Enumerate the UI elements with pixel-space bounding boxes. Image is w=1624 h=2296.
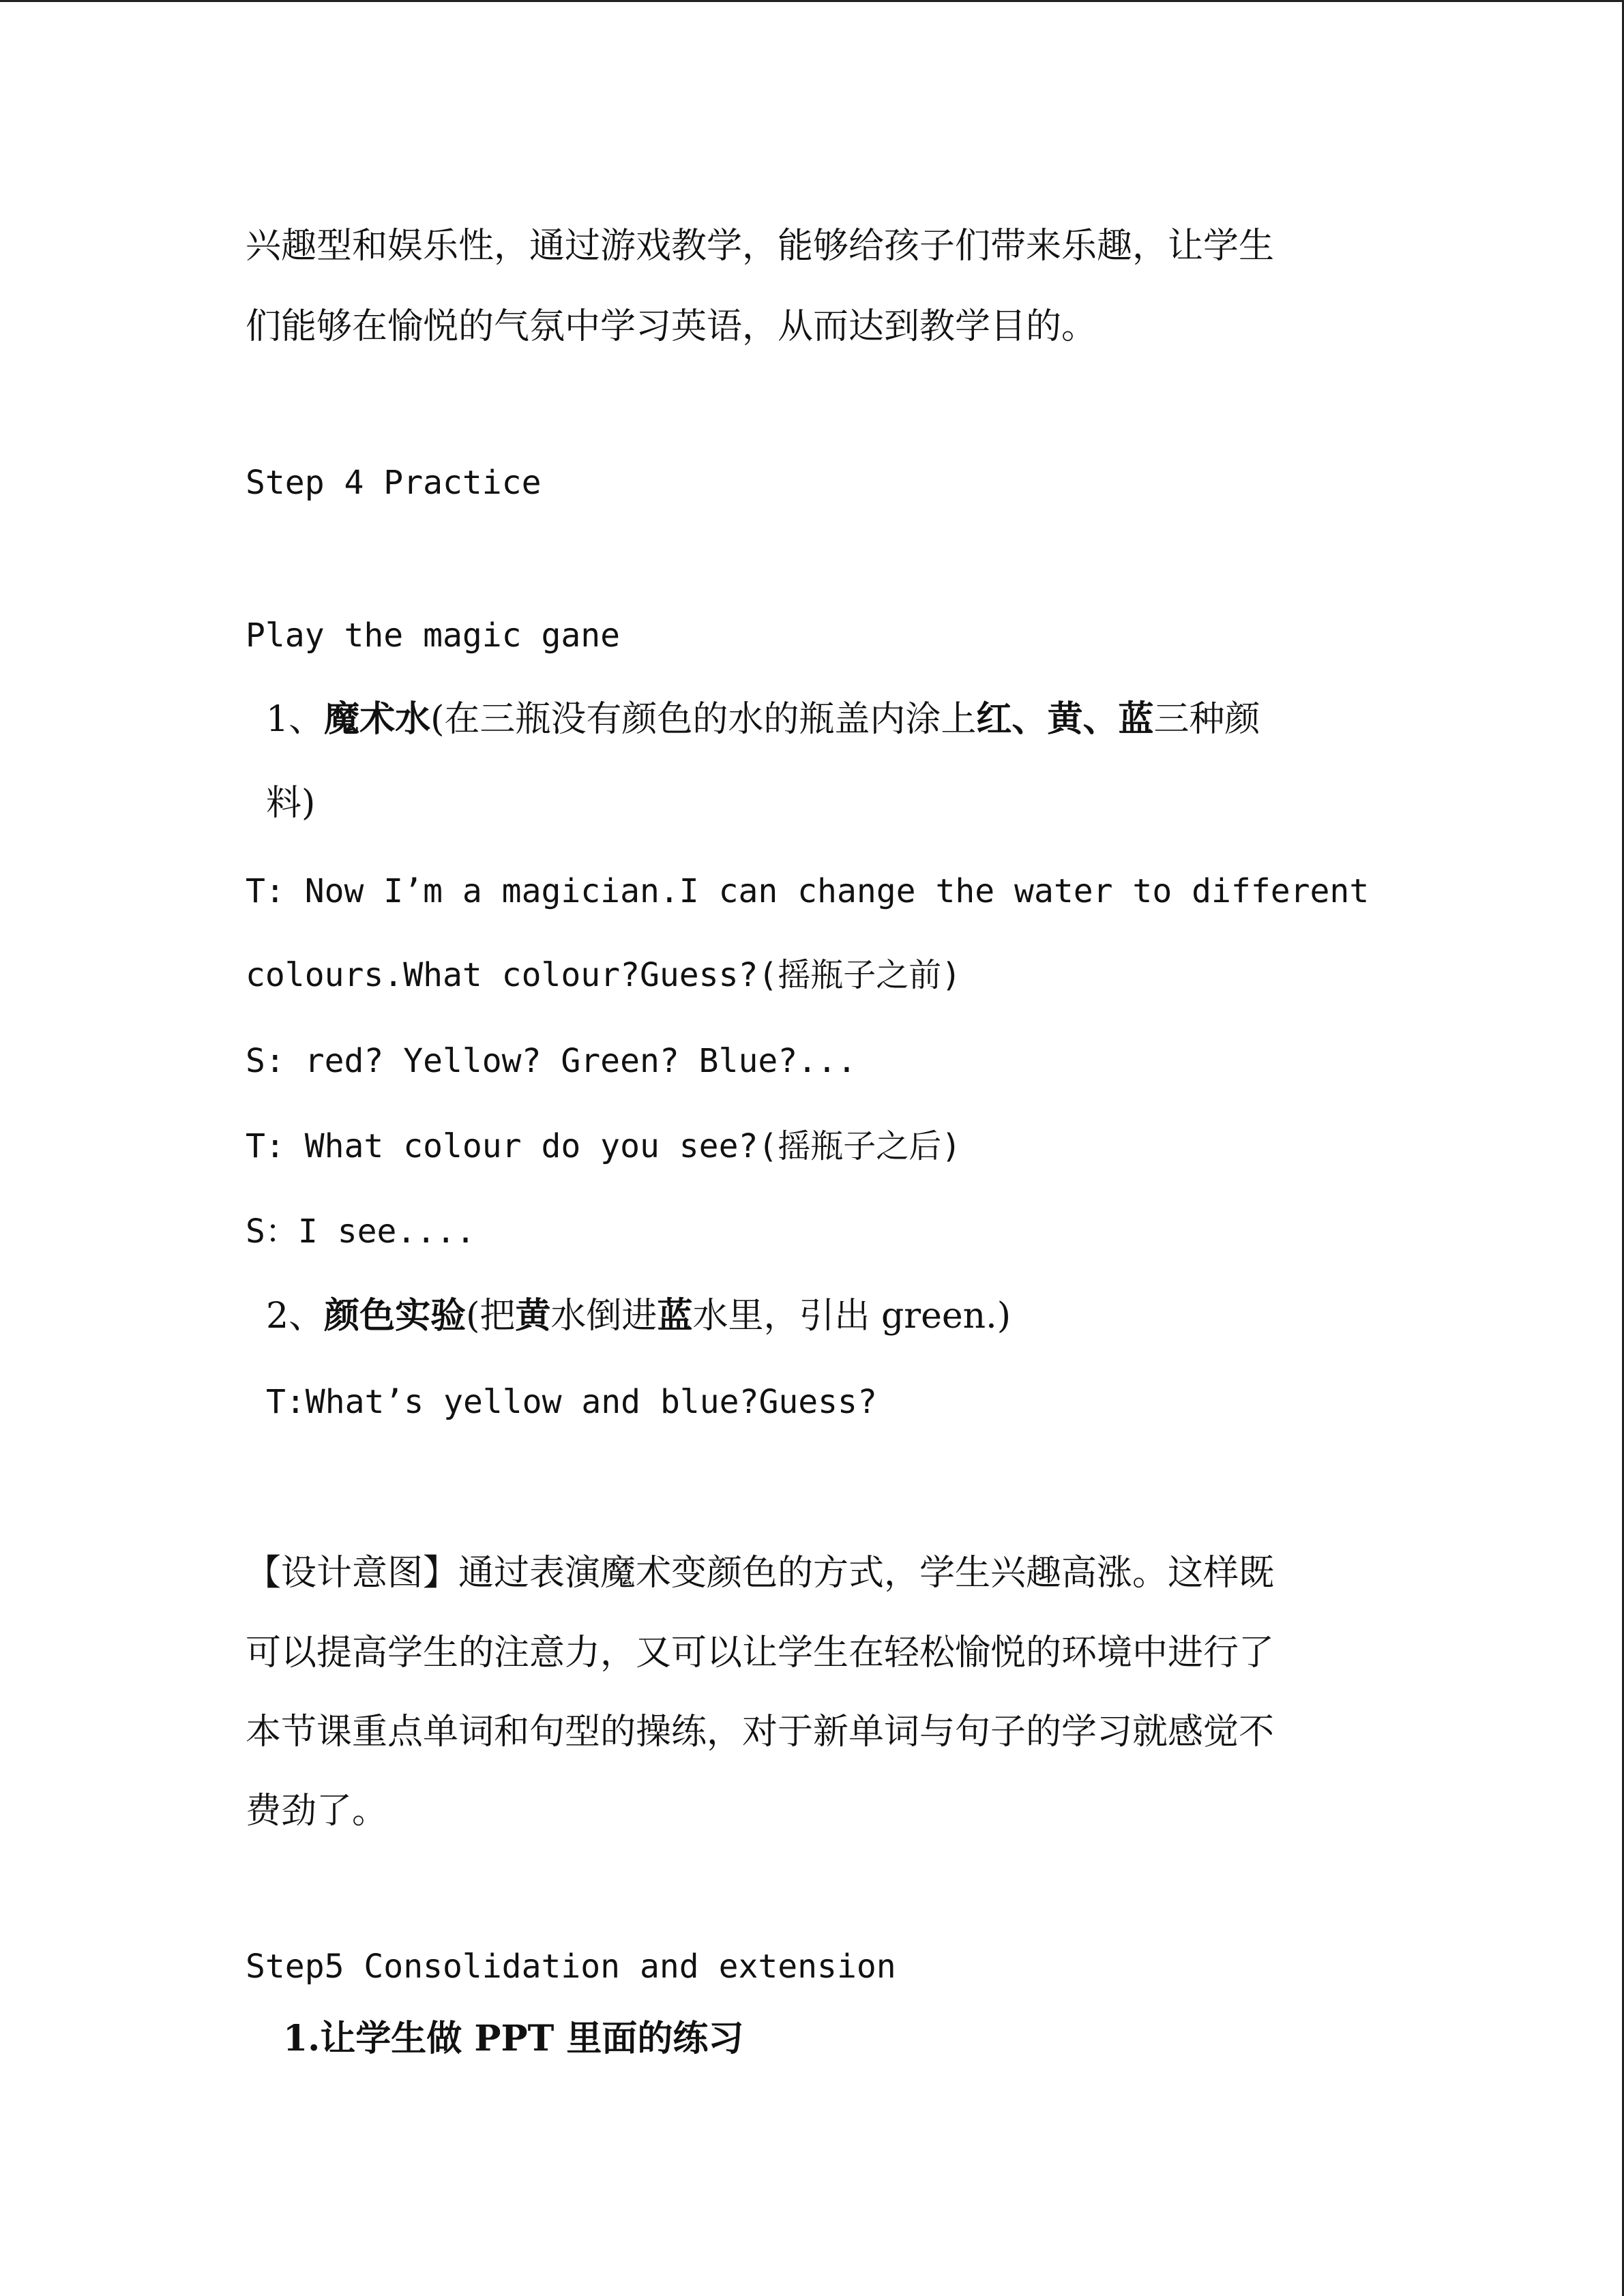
design-line-1: 【设计意图】通过表演魔术变颜色的方式，学生兴趣高涨。这样既 <box>246 1553 1275 1594</box>
dialogue-line-4: T: What colour do you see?(摇瓶子之后) <box>246 1127 962 1165</box>
item1-desc-a: (在三瓶没有颜色的水的瓶盖内涂上 <box>430 699 977 740</box>
design-line-3: 本节课重点单词和句型的操练，对于新单词与句子的学习就感觉不 <box>246 1712 1275 1753</box>
item2-b: 水倒进 <box>550 1296 658 1337</box>
color-blue: 蓝 <box>1118 698 1154 740</box>
dialogue-line-1: T: Now I’m a magician.I can change the water to different <box>246 872 1370 910</box>
intro-line-1: 兴趣型和娱乐性，通过游戏教学，能够给孩子们带来乐趣，让学生 <box>246 226 1275 267</box>
sep-2: 、 <box>1082 698 1119 740</box>
step4-item2-dialogue: T:What’s yellow and blue?Guess? <box>266 1383 877 1421</box>
step4-subheading: Play the magic gane <box>246 616 621 655</box>
design-line-4: 费劲了。 <box>246 1791 388 1832</box>
step5-item1: 1.让学生做 PPT 里面的练习 <box>283 2018 744 2059</box>
item2-number: 2、 <box>266 1296 325 1337</box>
item2-c: 水里，引出 green.) <box>692 1296 1011 1337</box>
item2-a: (把 <box>466 1296 516 1337</box>
dialogue-line-5: S：I see.... <box>246 1212 475 1251</box>
item2-yellow: 黄 <box>515 1295 551 1337</box>
dialogue-line-3: S: red? Yellow? Green? Blue?... <box>246 1042 857 1080</box>
step4-item1-line1 <box>266 698 1260 741</box>
color-red: 红 <box>976 698 1012 740</box>
color-yellow: 黄 <box>1047 698 1083 740</box>
step5-heading: Step5 Consolidation and extension <box>246 1948 896 1986</box>
intro-line-2: 们能够在愉悦的气氛中学习英语，从而达到教学目的。 <box>246 306 1097 347</box>
step4-item1-line2: 料) <box>266 783 316 824</box>
step4-heading: Step 4 Practice <box>246 464 542 502</box>
step4-item2 <box>266 1294 1011 1338</box>
sep-1: 、 <box>1012 698 1048 740</box>
item1-number: 1、 <box>266 699 325 740</box>
design-line-2: 可以提高学生的注意力，又可以让学生在轻松愉悦的环境中进行了 <box>246 1632 1275 1673</box>
item2-title: 颜色实验 <box>324 1295 467 1337</box>
item2-blue: 蓝 <box>657 1295 693 1337</box>
item1-title: 魔术水 <box>324 698 431 740</box>
item1-desc-b: 三种颜 <box>1153 699 1260 740</box>
dialogue-line-2: colours.What colour?Guess?(摇瓶子之前) <box>246 956 962 994</box>
